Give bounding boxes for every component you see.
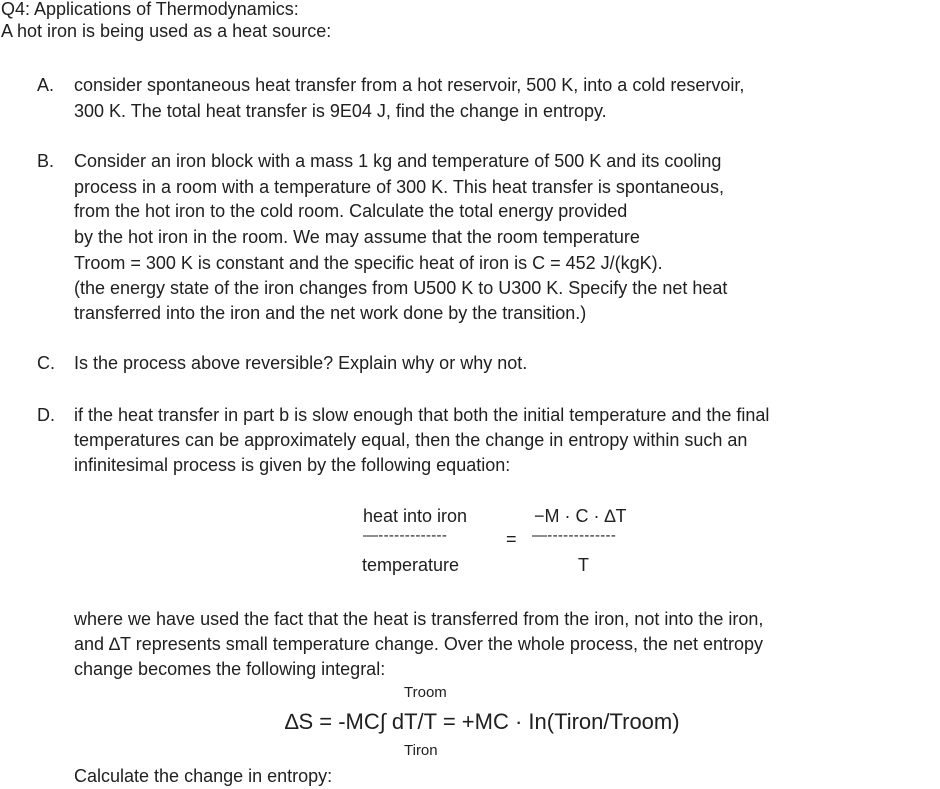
- fraction-left-denominator: temperature: [362, 555, 460, 575]
- item-d-final-line: Calculate the change in entropy:: [74, 766, 333, 786]
- item-b-line: (the energy state of the iron changes from U500 K to U300 K. Specify the net heat: [74, 278, 728, 298]
- fraction-equals: =: [506, 529, 517, 549]
- item-d-line: if the heat transfer in part b is slow enough that both the initial temperature and the final: [74, 405, 770, 425]
- item-d-line: infinitesimal process is given by the following equation:: [74, 455, 511, 475]
- item-b-line: Troom = 300 K is constant and the specific heat of iron is C = 452 J/(kgK).: [74, 253, 663, 273]
- item-d-after-line: change becomes the following integral:: [74, 659, 386, 679]
- item-b-line: from the hot iron to the cold room. Calculate the total energy provided: [74, 201, 628, 221]
- fraction-left-bar: —-------------: [363, 527, 448, 544]
- fraction-left-numerator: heat into iron: [363, 506, 468, 526]
- item-a-letter: A.: [37, 75, 55, 95]
- integral-expression: ∆S = -MC∫ dT/T = +MC · In(Tiron/Troom): [285, 709, 680, 734]
- item-d-after-line: and ∆T represents small temperature change. Over the whole process, the net entropy: [74, 634, 764, 654]
- item-d-letter: D.: [37, 405, 55, 425]
- integral-lower-limit: Tiron: [404, 742, 438, 759]
- item-a-line: 300 K. The total heat transfer is 9E04 J, find the change in entropy.: [74, 101, 607, 121]
- item-b-line: by the hot iron in the room. We may assume that the room temperature: [74, 227, 640, 247]
- item-b-line: process in a room with a temperature of 300 K. This heat transfer is spontaneous,: [74, 177, 725, 197]
- item-d-line: temperatures can be approximately equal, then the change in entropy within such an: [74, 430, 748, 450]
- item-b-letter: B.: [37, 151, 55, 171]
- item-b-line: transferred into the iron and the net work done by the transition.): [74, 303, 587, 323]
- item-c-letter: C.: [37, 353, 55, 373]
- integral-upper-limit: Troom: [404, 684, 447, 701]
- item-b-line: Consider an iron block with a mass 1 kg and temperature of 500 K and its cooling: [74, 151, 722, 171]
- fraction-right-bar: —-------------: [532, 527, 617, 544]
- item-a-line: consider spontaneous heat transfer from a hot reservoir, 500 K, into a cold reservoir,: [74, 75, 745, 95]
- fraction-right-denominator: T: [578, 555, 589, 575]
- item-c-line: Is the process above reversible? Explain why or why not.: [74, 353, 528, 373]
- item-d-after-line: where we have used the fact that the heat is transferred from the iron, not into the iron,: [74, 609, 764, 629]
- question-title: Q4: Applications of Thermodynamics:: [1, 0, 299, 19]
- fraction-right-numerator: −M · C · ∆T: [534, 506, 627, 526]
- question-intro: A hot iron is being used as a heat source:: [1, 21, 332, 41]
